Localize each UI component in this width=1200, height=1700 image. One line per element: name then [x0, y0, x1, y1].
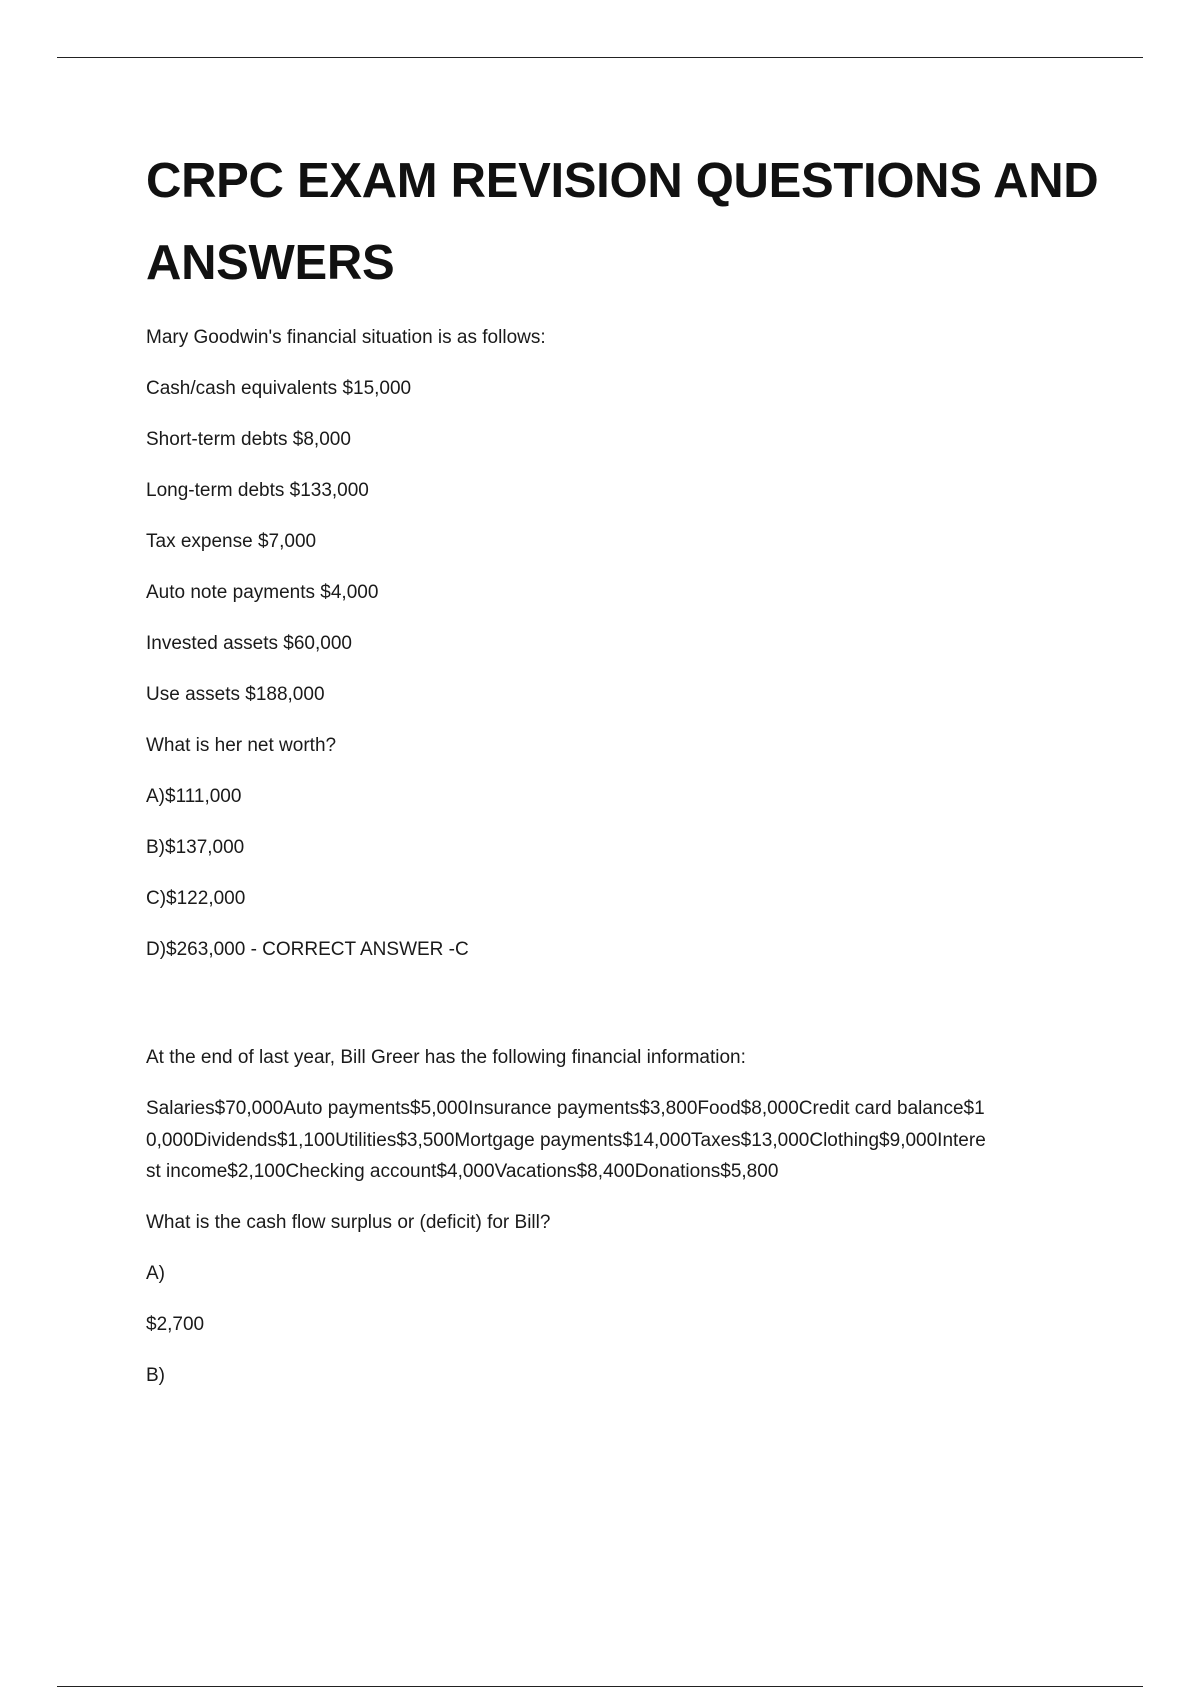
question-1-item: Use assets $188,000 — [146, 684, 325, 705]
question-1-item: Short-term debts $8,000 — [146, 429, 351, 450]
question-1-item: Long-term debts $133,000 — [146, 480, 369, 501]
question-1-option-d: D)$263,000 - CORRECT ANSWER -C — [146, 939, 469, 960]
question-1-intro: Mary Goodwin's financial situation is as follows: — [146, 327, 546, 348]
question-2-option-a: A) — [146, 1262, 165, 1284]
question-1-item: Cash/cash equivalents $15,000 — [146, 378, 412, 399]
question-1-prompt: What is her net worth? — [146, 735, 337, 756]
question-2-intro: At the end of last year, Bill Greer has the following financial information: — [146, 1047, 746, 1068]
question-1-option-b: B)$137,000 — [146, 837, 245, 858]
page-header — [146, 140, 1106, 304]
question-2-data-block: Salaries$70,000Auto payments$5,000Insurance payments$3,800Food$8,000Credit card balance$10,000Dividends$1,100Utilities$3,500Mortgage payments$14,000Taxes$13,000Clothing$9,000Interest income$2,100Checking account$4,000Vacations$8,400Donations$5,800 — [146, 1098, 986, 1182]
question-1-option-c: C)$122,000 — [146, 888, 246, 909]
question-2-option-a-value: $2,700 — [146, 1313, 205, 1335]
top-rule — [57, 57, 1143, 58]
question-1-item: Auto note payments $4,000 — [146, 582, 379, 603]
question-2-prompt: What is the cash flow surplus or (deficit) for Bill? — [146, 1211, 551, 1233]
page-title: CRPC EXAM REVISION QUESTIONS AND ANSWERS — [146, 154, 1099, 290]
question-1-item: Tax expense $7,000 — [146, 531, 317, 552]
question-1 — [146, 322, 1066, 985]
question-2 — [146, 1042, 986, 1411]
question-2-option-b: B) — [146, 1364, 165, 1386]
question-1-option-a: A)$111,000 — [146, 786, 242, 807]
bottom-rule — [57, 1686, 1143, 1687]
question-1-item: Invested assets $60,000 — [146, 633, 352, 654]
